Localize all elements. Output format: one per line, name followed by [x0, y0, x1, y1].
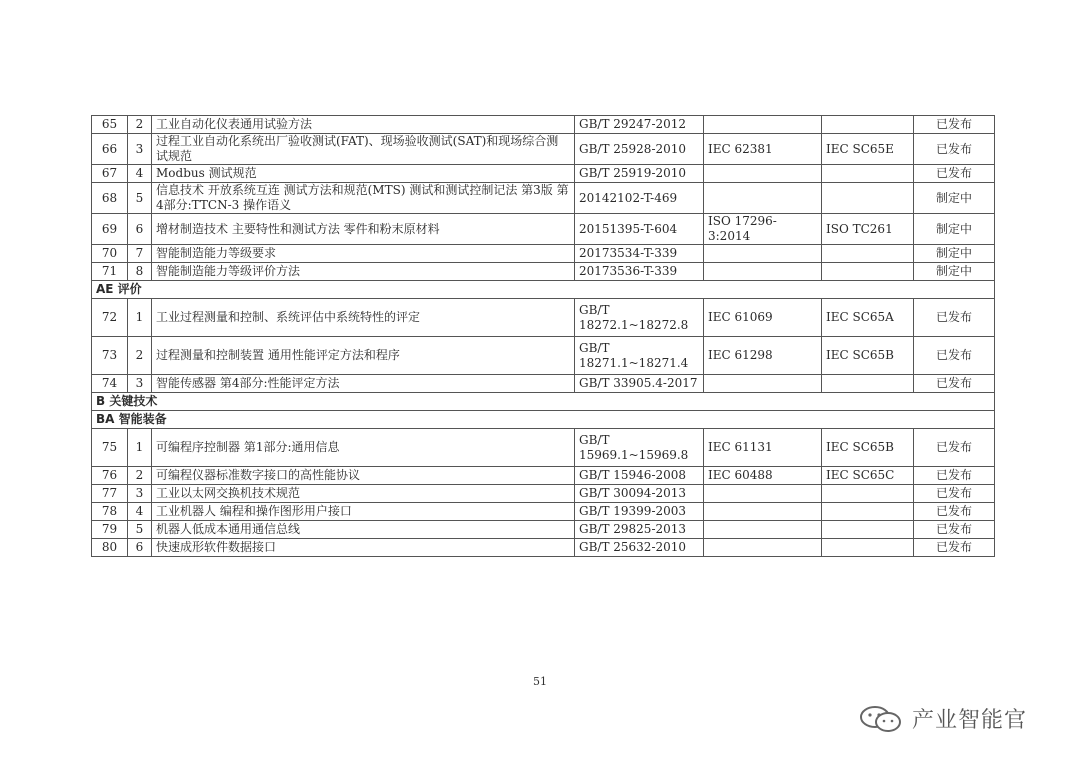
standard-number-cell: GB/T 18271.1~18271.4 [575, 337, 704, 375]
international-standard-cell [704, 183, 822, 214]
standard-name-cell: 增材制造技术 主要特性和测试方法 零件和粉末原材料 [152, 214, 575, 245]
international-org-cell: ISO TC261 [822, 214, 914, 245]
standard-name-cell: 过程测量和控制装置 通用性能评定方法和程序 [152, 337, 575, 375]
row-number-cell: 72 [92, 299, 128, 337]
status-cell: 已发布 [914, 503, 995, 521]
table-row [92, 467, 995, 485]
standard-number-cell: 20151395-T-604 [575, 214, 704, 245]
status-cell: 制定中 [914, 214, 995, 245]
row-number-cell: 77 [92, 485, 128, 503]
sub-number-cell: 8 [128, 263, 152, 281]
row-number-cell: 80 [92, 539, 128, 557]
status-cell: 已发布 [914, 165, 995, 183]
sub-number-cell: 3 [128, 375, 152, 393]
international-org-cell [822, 183, 914, 214]
international-org-cell: IEC SC65B [822, 429, 914, 467]
standard-number-cell: 20173534-T-339 [575, 245, 704, 263]
status-cell: 已发布 [914, 337, 995, 375]
standard-number-cell: 20142102-T-469 [575, 183, 704, 214]
sub-number-cell: 1 [128, 429, 152, 467]
wechat-icon [858, 705, 904, 733]
standard-name-cell: 工业自动化仪表通用试验方法 [152, 116, 575, 134]
row-number-cell: 67 [92, 165, 128, 183]
table-row [92, 245, 995, 263]
table-row [92, 116, 995, 134]
table-row [92, 183, 995, 214]
status-cell: 制定中 [914, 245, 995, 263]
row-number-cell: 79 [92, 521, 128, 539]
international-standard-cell [704, 165, 822, 183]
sub-number-cell: 6 [128, 214, 152, 245]
sub-number-cell: 3 [128, 134, 152, 165]
international-org-cell: IEC SC65E [822, 134, 914, 165]
sub-number-cell: 5 [128, 521, 152, 539]
sub-number-cell: 7 [128, 245, 152, 263]
international-org-cell: IEC SC65A [822, 299, 914, 337]
row-number-cell: 75 [92, 429, 128, 467]
watermark [858, 703, 1027, 734]
international-org-cell [822, 375, 914, 393]
table-row [92, 337, 995, 375]
standard-name-cell: 信息技术 开放系统互连 测试方法和规范(MTS) 测试和测试控制记法 第3版 第4部分:TTCN-3 操作语义 [152, 183, 575, 214]
standard-name-cell: 过程工业自动化系统出厂验收测试(FAT)、现场验收测试(SAT)和现场综合测试规范 [152, 134, 575, 165]
standard-name-cell: 智能制造能力等级要求 [152, 245, 575, 263]
international-org-cell [822, 521, 914, 539]
status-cell: 已发布 [914, 134, 995, 165]
standard-name-cell: 可编程仪器标准数字接口的高性能协议 [152, 467, 575, 485]
sub-number-cell: 2 [128, 116, 152, 134]
row-number-cell: 78 [92, 503, 128, 521]
section-header-row [92, 411, 995, 429]
table-row [92, 503, 995, 521]
standard-number-cell: GB/T 30094-2013 [575, 485, 704, 503]
status-cell: 已发布 [914, 375, 995, 393]
standard-name-cell: 快速成形软件数据接口 [152, 539, 575, 557]
standard-number-cell: GB/T 15969.1~15969.8 [575, 429, 704, 467]
table-row [92, 521, 995, 539]
international-standard-cell: ISO 17296-3:2014 [704, 214, 822, 245]
international-standard-cell [704, 503, 822, 521]
status-cell: 已发布 [914, 429, 995, 467]
standard-number-cell: GB/T 25632-2010 [575, 539, 704, 557]
section-title: B 关键技术 [92, 393, 995, 411]
sub-number-cell: 3 [128, 485, 152, 503]
section-header-row [92, 281, 995, 299]
international-org-cell [822, 116, 914, 134]
page-number: 51 [533, 675, 547, 688]
table-row [92, 429, 995, 467]
watermark-text: 产业智能官 [912, 708, 1028, 733]
row-number-cell: 76 [92, 467, 128, 485]
row-number-cell: 68 [92, 183, 128, 214]
standard-name-cell: Modbus 测试规范 [152, 165, 575, 183]
international-org-cell: IEC SC65B [822, 337, 914, 375]
international-standard-cell [704, 245, 822, 263]
standard-number-cell: GB/T 29825-2013 [575, 521, 704, 539]
sub-number-cell: 4 [128, 503, 152, 521]
row-number-cell: 73 [92, 337, 128, 375]
international-org-cell [822, 165, 914, 183]
international-standard-cell: IEC 61298 [704, 337, 822, 375]
row-number-cell: 74 [92, 375, 128, 393]
international-standard-cell [704, 375, 822, 393]
international-standard-cell [704, 485, 822, 503]
international-org-cell [822, 263, 914, 281]
table-row [92, 263, 995, 281]
international-standard-cell [704, 116, 822, 134]
section-header-row [92, 393, 995, 411]
international-standard-cell [704, 521, 822, 539]
section-title: AE 评价 [92, 281, 995, 299]
status-cell: 制定中 [914, 263, 995, 281]
international-standard-cell: IEC 62381 [704, 134, 822, 165]
standard-number-cell: GB/T 15946-2008 [575, 467, 704, 485]
sub-number-cell: 4 [128, 165, 152, 183]
international-org-cell [822, 539, 914, 557]
section-title: BA 智能装备 [92, 411, 995, 429]
table-row [92, 539, 995, 557]
standard-number-cell: 20173536-T-339 [575, 263, 704, 281]
table-row [92, 214, 995, 245]
international-standard-cell [704, 539, 822, 557]
standard-name-cell: 工业过程测量和控制、系统评估中系统特性的评定 [152, 299, 575, 337]
international-org-cell [822, 245, 914, 263]
table-body [92, 116, 995, 557]
standard-number-cell: GB/T 33905.4-2017 [575, 375, 704, 393]
standard-number-cell: GB/T 25928-2010 [575, 134, 704, 165]
table-row [92, 134, 995, 165]
standard-name-cell: 可编程序控制器 第1部分:通用信息 [152, 429, 575, 467]
international-org-cell [822, 503, 914, 521]
sub-number-cell: 5 [128, 183, 152, 214]
international-standard-cell: IEC 61131 [704, 429, 822, 467]
row-number-cell: 66 [92, 134, 128, 165]
sub-number-cell: 6 [128, 539, 152, 557]
international-standard-cell: IEC 61069 [704, 299, 822, 337]
sub-number-cell: 2 [128, 337, 152, 375]
standard-number-cell: GB/T 18272.1~18272.8 [575, 299, 704, 337]
status-cell: 已发布 [914, 521, 995, 539]
table-row [92, 299, 995, 337]
table-row [92, 165, 995, 183]
status-cell: 已发布 [914, 485, 995, 503]
row-number-cell: 71 [92, 263, 128, 281]
standard-name-cell: 工业机器人 编程和操作图形用户接口 [152, 503, 575, 521]
status-cell: 已发布 [914, 539, 995, 557]
international-org-cell [822, 485, 914, 503]
standards-table [91, 115, 995, 557]
standard-name-cell: 智能传感器 第4部分:性能评定方法 [152, 375, 575, 393]
international-org-cell: IEC SC65C [822, 467, 914, 485]
standard-number-cell: GB/T 19399-2003 [575, 503, 704, 521]
standard-number-cell: GB/T 25919-2010 [575, 165, 704, 183]
international-standard-cell [704, 263, 822, 281]
sub-number-cell: 1 [128, 299, 152, 337]
table-row [92, 485, 995, 503]
status-cell: 已发布 [914, 467, 995, 485]
status-cell: 制定中 [914, 183, 995, 214]
row-number-cell: 69 [92, 214, 128, 245]
status-cell: 已发布 [914, 299, 995, 337]
standard-number-cell: GB/T 29247-2012 [575, 116, 704, 134]
standard-name-cell: 智能制造能力等级评价方法 [152, 263, 575, 281]
international-standard-cell: IEC 60488 [704, 467, 822, 485]
table-row [92, 375, 995, 393]
sub-number-cell: 2 [128, 467, 152, 485]
standard-name-cell: 机器人低成本通用通信总线 [152, 521, 575, 539]
status-cell: 已发布 [914, 116, 995, 134]
row-number-cell: 65 [92, 116, 128, 134]
standard-name-cell: 工业以太网交换机技术规范 [152, 485, 575, 503]
row-number-cell: 70 [92, 245, 128, 263]
